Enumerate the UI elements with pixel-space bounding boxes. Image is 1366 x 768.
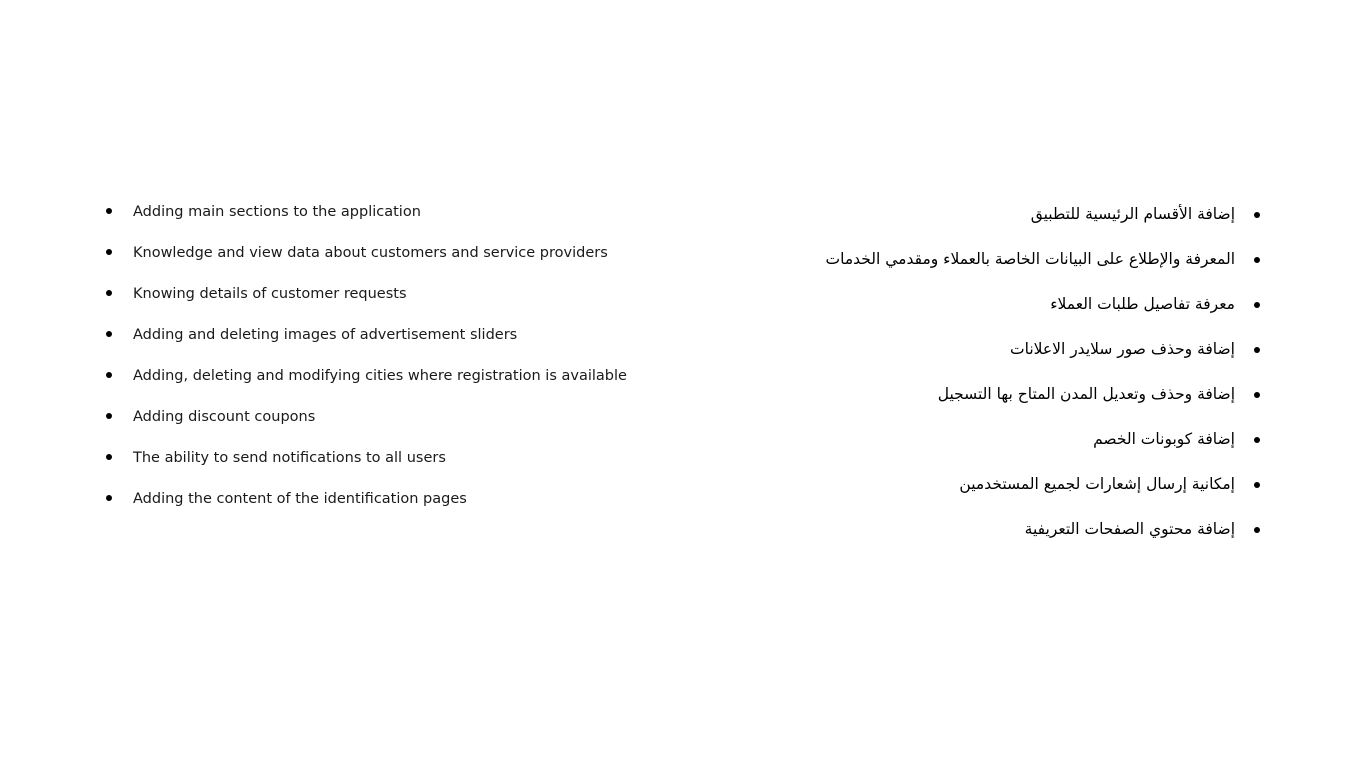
list-item (106, 324, 666, 365)
bullet-icon (106, 249, 112, 255)
feature-text: Adding discount coupons (133, 409, 316, 425)
bullet-icon (106, 495, 112, 501)
bullet-icon (106, 454, 112, 460)
feature-text: إضافة وحذف صور سلايدر الاعلانات (1010, 340, 1235, 358)
feature-text: إضافة كوبونات الخصم (1093, 430, 1235, 448)
feature-text: معرفة تفاصيل طلبات العملاء (1050, 295, 1235, 313)
bullet-icon (1254, 392, 1260, 398)
bullet-icon (1254, 482, 1260, 488)
feature-text: Knowledge and view data about customers and service providers (133, 245, 608, 261)
bullet-icon (1254, 302, 1260, 308)
list-item (106, 201, 666, 242)
list-item (106, 283, 666, 324)
feature-text: إمكانية إرسال إشعارات لجميع المستخدمين (959, 475, 1235, 493)
bullet-icon (1254, 437, 1260, 443)
feature-text: إضافة الأقسام الرئيسية للتطبيق (1030, 205, 1235, 223)
list-item (700, 472, 1260, 517)
feature-text: The ability to send notifications to all users (133, 450, 446, 466)
list-item (106, 242, 666, 283)
list-item (106, 365, 666, 406)
list-item (700, 382, 1260, 427)
list-item (700, 517, 1260, 562)
feature-text: Adding main sections to the application (133, 204, 421, 220)
bullet-icon (106, 290, 112, 296)
bullet-icon (1254, 212, 1260, 218)
list-item (700, 292, 1260, 337)
feature-text: Knowing details of customer requests (133, 286, 407, 302)
feature-text: Adding, deleting and modifying cities where registration is available (133, 368, 627, 384)
feature-text: Adding and deleting images of advertisement sliders (133, 327, 518, 343)
list-item (700, 427, 1260, 472)
bullet-icon (106, 372, 112, 378)
bullet-icon (106, 331, 112, 337)
list-item (700, 202, 1260, 247)
feature-list-arabic (700, 202, 1260, 562)
feature-text: Adding the content of the identification pages (133, 491, 467, 507)
feature-text: إضافة وحذف وتعديل المدن المتاح بها التسجيل (937, 385, 1235, 403)
feature-list-english (106, 201, 666, 529)
bullet-icon (1254, 257, 1260, 263)
bullet-icon (106, 208, 112, 214)
feature-text: إضافة محتوي الصفحات التعريفية (1024, 520, 1235, 538)
list-item (106, 406, 666, 447)
feature-text: المعرفة والإطلاع على البيانات الخاصة بالعملاء ومقدمي الخدمات (825, 250, 1235, 268)
list-item (700, 247, 1260, 292)
list-item (700, 337, 1260, 382)
bullet-icon (1254, 347, 1260, 353)
bullet-icon (106, 413, 112, 419)
bullet-icon (1254, 527, 1260, 533)
list-item (106, 447, 666, 488)
list-item (106, 488, 666, 529)
